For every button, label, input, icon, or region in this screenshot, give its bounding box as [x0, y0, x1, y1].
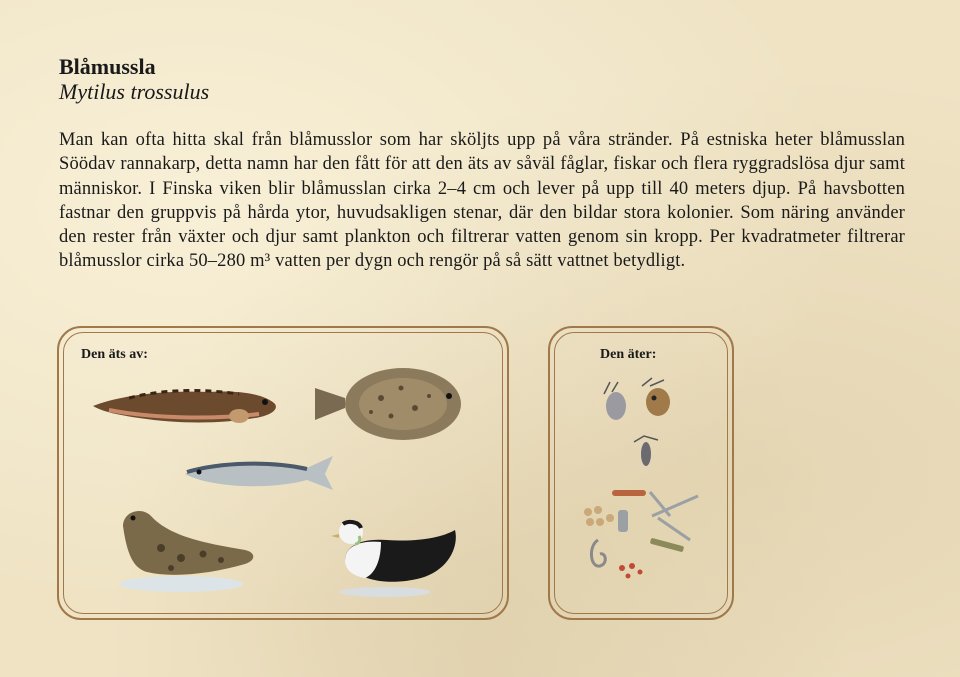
food-panel: [548, 326, 734, 620]
predators-label: Den äts av:: [81, 347, 148, 362]
predators-panel: [57, 326, 509, 620]
description-text: Man kan ofta hitta skal från blåmusslor som har sköljts upp på våra stränder. På estniska heter blåmusslan Söödav rannakarp, detta namn har den fått för att den äts av såväl fåglar, fiskar och flera ryggradslösa djur samt människor. I Finska viken blir blåmusslan cirka 2–4 cm och lever på upp till 40 meters djup. På havsbotten fastnar den gruppvis på hårda ytor, huvudsakligen stenar, där den bildar stora kolonier. Som näring använder den rester från växter och djur samt plankton och filtrerar vatten genom sin kropp. Per kvadratmeter filtrerar blåmusslor cirka 50–280 m³ vatten per dygn och rengör på så sätt vattnet betydligt.: [59, 130, 905, 272]
zooplankton-image: [598, 376, 688, 472]
eider-duck-image: [331, 516, 461, 598]
food-label: Den äter:: [600, 347, 657, 362]
eelpout-fish-image: [89, 382, 281, 436]
phytoplankton-image: [578, 488, 708, 598]
latin-name: Mytilus trossulus: [59, 79, 210, 104]
page-title: Blåmussla: [59, 54, 156, 79]
ringed-seal-image: [111, 498, 259, 594]
flounder-fish-image: [311, 358, 465, 450]
herring-fish-image: [181, 452, 337, 494]
